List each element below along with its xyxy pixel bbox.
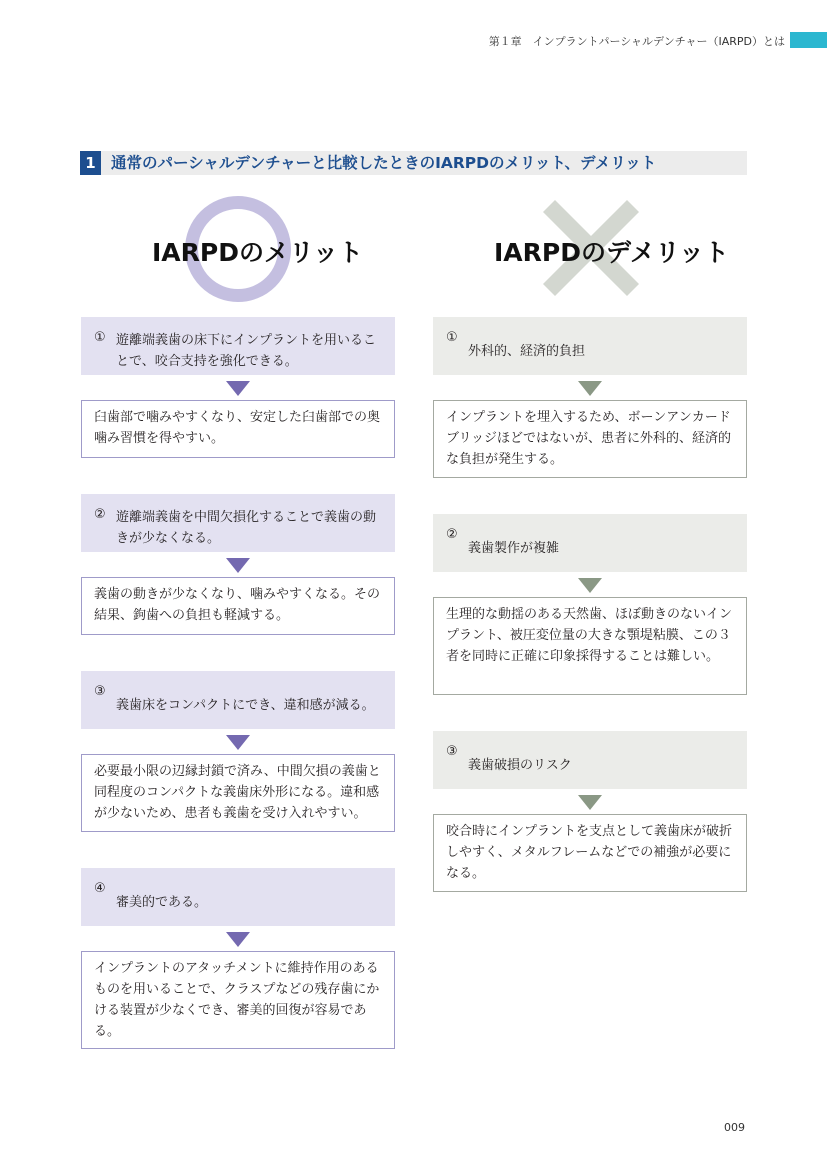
merit-item-4-body: インプラントのアタッチメントに維持作用のあるものを用いることで、クラスプなどの残存歯にかける装置が少なくでき、審美的回復が容易である。 xyxy=(81,951,395,1049)
item-heading-text: 遊離端義歯を中間欠損化することで義歯の動きが少なくなる。 xyxy=(116,510,377,546)
demerit-item-3-heading xyxy=(433,731,747,789)
section-title: 通常のパーシャルデンチャーと比較したときのIARPDのメリット、デメリット xyxy=(111,154,657,172)
down-arrow-icon xyxy=(578,381,602,396)
section-heading xyxy=(80,151,747,175)
demerit-item-2-body: 生理的な動揺のある天然歯、ほぼ動きのないインプラント、被圧変位量の大きな顎堤粘膜、この３者を同時に正確に印象採得することは難しい。 xyxy=(433,597,747,695)
running-header: 第１章 インプラントパーシャルデンチャー（IARPD）とは xyxy=(488,35,785,48)
item-number: ③ xyxy=(446,744,458,759)
merit-item-2-body: 義歯の動きが少なくなり、噛みやすくなる。その結果、鉤歯への負担も軽減する。 xyxy=(81,577,395,635)
item-number: ④ xyxy=(94,881,106,896)
down-arrow-icon xyxy=(226,735,250,750)
item-number: ③ xyxy=(94,684,106,699)
merit-item-1-body: 臼歯部で噛みやすくなり、安定した臼歯部での奥噛み習慣を得やすい。 xyxy=(81,400,395,458)
demerit-item-1-body: インプラントを埋入するため、ボーンアンカードブリッジほどではないが、患者に外科的、経済的な負担が発生する。 xyxy=(433,400,747,478)
item-number: ② xyxy=(94,507,106,522)
merit-item-3-body: 必要最小限の辺縁封鎖で済み、中間欠損の義歯と同程度のコンパクトな義歯床外形になる。違和感が少ないため、患者も義歯を受け入れやすい。 xyxy=(81,754,395,832)
demerit-item-3-body: 咬合時にインプラントを支点として義歯床が破折しやすく、メタルフレームなどでの補強が必要になる。 xyxy=(433,814,747,892)
item-heading-text: 遊離端義歯の床下にインプラントを用いることで、咬合支持を強化できる。 xyxy=(116,333,377,369)
down-arrow-icon xyxy=(578,795,602,810)
item-heading-text: 義歯床をコンパクトにでき、違和感が減る。 xyxy=(116,697,375,713)
demerit-item-2-heading xyxy=(433,514,747,572)
merit-item-3-heading xyxy=(81,671,395,729)
item-number: ① xyxy=(446,330,458,345)
item-number: ② xyxy=(446,527,458,542)
item-heading-text: 審美的である。 xyxy=(116,894,208,910)
item-heading-text: 外科的、経済的負担 xyxy=(468,343,586,359)
page-number: 009 xyxy=(724,1121,745,1134)
down-arrow-icon xyxy=(226,558,250,573)
section-number: 1 xyxy=(80,151,101,175)
item-heading-text: 義歯破損のリスク xyxy=(468,757,572,773)
item-number: ① xyxy=(94,330,106,345)
chapter-tab xyxy=(790,32,827,48)
down-arrow-icon xyxy=(578,578,602,593)
merit-item-1-heading xyxy=(81,317,395,375)
down-arrow-icon xyxy=(226,381,250,396)
merit-item-4-heading xyxy=(81,868,395,926)
merit-item-2-heading xyxy=(81,494,395,552)
down-arrow-icon xyxy=(226,932,250,947)
item-heading-text: 義歯製作が複雑 xyxy=(468,540,560,556)
merit-title: IARPDのメリット xyxy=(152,238,363,267)
demerit-title: IARPDのデメリット xyxy=(494,238,729,267)
demerit-item-1-heading xyxy=(433,317,747,375)
